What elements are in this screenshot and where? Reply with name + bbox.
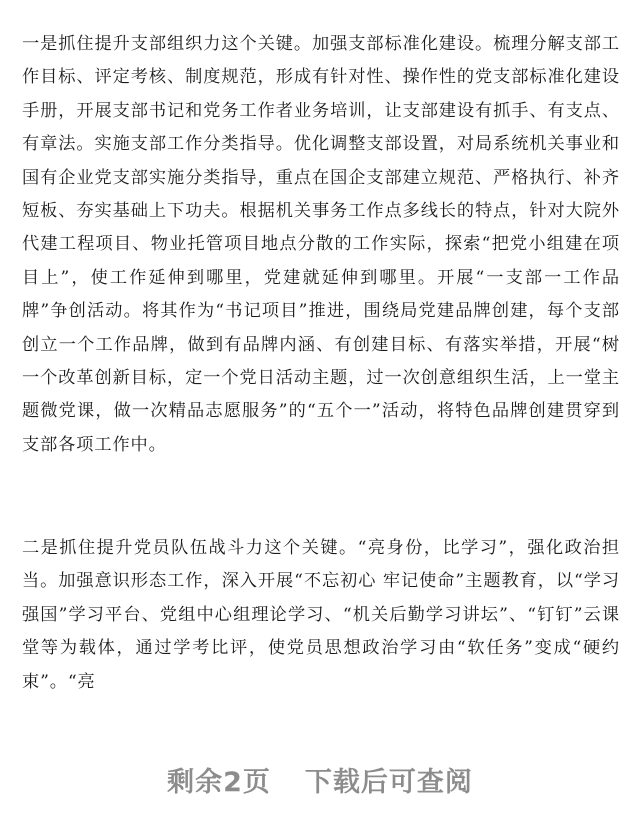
paragraph-organization: 一是抓住提升支部组织力这个关键。加强支部标准化建设。梳理分解支部工作目标、评定考核、制度规范，形成有针对性、操作性的党支部标准化建设手册，开展支部书记和党务工作者业务培训，让支部建设有抓手、有支点、有章法。实施支部工作分类指导。优化调整支部设置，对局系统机关事业和国有企业党支部实施分类指导，重点在国企支部建立规范、严格执行、补齐短板、夯实基础上下功夫。根据机关事务工作点多线长的特点，针对大院外代建工程项目、物业托管项目地点分散的工作实际，探索“把党小组建在项目上”，使工作延伸到哪里，党建就延伸到哪里。开展“一支部一工作品牌”争创活动。将其作为“书记项目”推进，围绕局党建品牌创建，每个支部创立一个工作品牌，做到有品牌内涵、有创建目标、有落实举措，开展“树一个改革创新目标，定一个党日活动主题，过一次创意组织生活，上一堂主题微党课，做一次精品志愿服务”的“五个一”活动，将特色品牌创建贯穿到支部各项工作中。 [22,34,620,455]
paragraph-party-members: 二是抓住提升党员队伍战斗力这个关键。“亮身份，比学习”，强化政治担当。加强意识形态工作，深入开展“不忘初心 牢记使命”主题教育，以“学习强国”学习平台、党组中心组理论学习、“机关后勤学习讲坛”、“钉钉”云课堂等为载体，通过学考比评，使党员思想政治学习由“软任务”变成“硬约束”。“亮 [22,538,620,692]
download-hint-label: 下载后可查阅 [304,767,473,798]
download-prompt[interactable] [0,760,640,799]
remaining-pages-label: 剩余2页 [167,767,271,798]
